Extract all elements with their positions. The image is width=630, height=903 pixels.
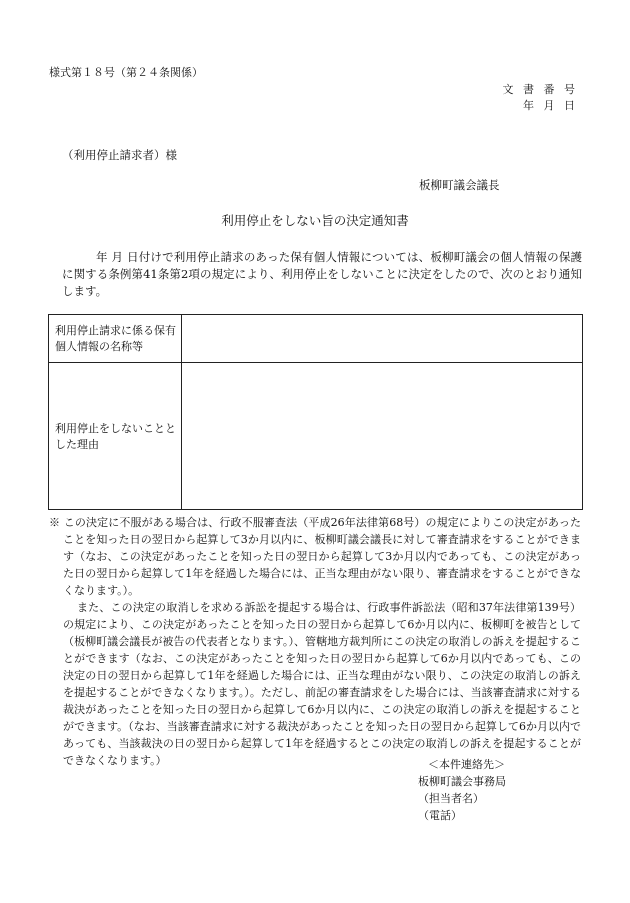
contact-phone: （電話） (418, 809, 462, 822)
body-paragraph: 年 月 日付けで利用停止請求のあった保有個人情報については、板柳町議会の個人情報の保護に関する条例第41条第2項の規定により、利用停止をしないことに決定をしたので、次のとおり通知します。 (62, 250, 582, 298)
contact-block (418, 756, 506, 824)
addressee: （利用停止請求者）様 (62, 148, 177, 162)
table-label-info-name: 利用停止請求に係る保有個人情報の名称等 (49, 315, 182, 363)
sender: 板柳町議会議長 (419, 178, 500, 192)
notes-section (49, 514, 581, 769)
document-title: 利用停止をしない旨の決定通知書 (221, 213, 409, 228)
table-row (49, 315, 583, 363)
table-row (49, 363, 583, 510)
contact-person: （担当者名） (418, 792, 484, 805)
contact-office: 板柳町議会事務局 (418, 775, 506, 788)
note-review-request: ※ この決定に不服がある場合は、行政不服審査法（平成26年法律第68号）の規定によりこの決定があったことを知った日の翌日から起算して3か月以内に、板柳町議会議長に対して審査請求をすることができます（なお、この決定があったことを知った日の翌日から起算して3か月以内であっても、この決定があった日の翌日から起算して1年を経過した場合には、正当な理由がない限り、審査請求をすることができなくなります。）。 (49, 516, 581, 597)
document-date-label: 年 月 日 (523, 99, 578, 112)
table-value-reason (182, 363, 583, 510)
document-number-label: 文 書 番 号 (502, 83, 578, 96)
note-lawsuit: また、この決定の取消しを求める訴訟を提起する場合は、行政事件訴訟法（昭和37年法律第139号）の規定により、この決定があったことを知った日の翌日から起算して6か月以内に、板柳町を被告として（板柳町議会議長が被告の代表者となります。）、管轄地方裁判所にこの決定の取消しの訴えを提起することができます（なお、この決定があったことを知った日の翌日から起算して6か月以内であっても、この決定の日の翌日から起算して1年を経過した場合には、正当な理由がない限り、この決定の取消しの訴えを提起することができなくなります。）。ただし、前記の審査請求をした場合には、当該審査請求に対する裁決があったことを知った日の翌日から起算して6か月以内に、この決定の取消しの訴えを提起することができます。（なお、当該審査請求に対する裁決があったことを知った日の翌日から起算して6か月以内であっても、当該裁決の日の翌日から起算して1年を経過するとこの決定の取消しの訴えを提起することができなくなります。） (63, 601, 581, 767)
table-value-info-name (182, 315, 583, 363)
form-number: 様式第１８号（第２４条関係） (49, 66, 203, 79)
table-label-reason: 利用停止をしないこととした理由 (49, 363, 182, 510)
contact-heading: ＜本件連絡先＞ (428, 758, 505, 771)
info-table (48, 314, 583, 510)
